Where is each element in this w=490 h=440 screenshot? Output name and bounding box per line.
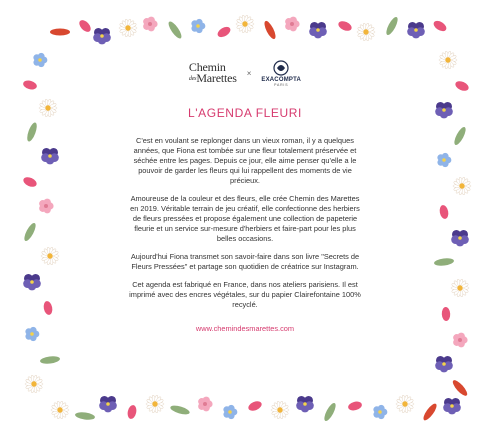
petal-icon xyxy=(22,175,38,188)
logo-separator: × xyxy=(246,68,252,78)
blue-flower-icon xyxy=(25,327,39,341)
daisy-flower-icon xyxy=(25,375,43,393)
leaf-icon xyxy=(421,402,438,422)
petal-icon xyxy=(126,404,137,419)
pansy-flower-icon xyxy=(435,356,453,372)
petal-icon xyxy=(216,25,232,39)
leaf-icon xyxy=(452,126,468,147)
pansy-flower-icon xyxy=(296,396,314,412)
leaf-icon xyxy=(166,20,183,40)
daisy-flower-icon xyxy=(396,395,414,413)
leaf-icon xyxy=(322,402,338,423)
leaf-icon xyxy=(434,257,455,266)
petal-icon xyxy=(337,19,353,32)
pink-flower-icon xyxy=(198,397,212,412)
petal-icon xyxy=(454,79,470,92)
petal-icon xyxy=(43,300,54,315)
petal-icon xyxy=(247,399,263,412)
petal-icon xyxy=(439,204,450,219)
petal-icon xyxy=(77,18,93,34)
daisy-flower-icon xyxy=(146,395,164,413)
daisy-flower-icon xyxy=(357,23,375,41)
petal-icon xyxy=(22,79,38,91)
daisy-flower-icon xyxy=(453,177,471,195)
daisy-flower-icon xyxy=(451,279,469,297)
pink-flower-icon xyxy=(285,17,299,32)
pansy-flower-icon xyxy=(309,22,327,38)
petal-icon xyxy=(441,307,450,321)
leaf-icon xyxy=(25,121,38,142)
leaf-icon xyxy=(50,29,70,36)
blue-flower-icon xyxy=(191,19,205,33)
blue-flower-icon xyxy=(223,405,237,419)
leaf-icon xyxy=(384,16,400,37)
daisy-flower-icon xyxy=(271,401,289,419)
leaf-icon xyxy=(451,378,470,398)
pink-flower-icon xyxy=(453,333,467,348)
daisy-flower-icon xyxy=(236,15,254,33)
blue-flower-icon xyxy=(437,153,451,167)
pansy-flower-icon xyxy=(99,396,117,412)
daisy-flower-icon xyxy=(51,401,69,419)
pansy-flower-icon xyxy=(443,398,461,414)
pansy-flower-icon xyxy=(407,22,425,38)
exacompta-logo: EXACOMPTA PARIS xyxy=(261,60,301,87)
logo-row xyxy=(128,56,362,90)
paragraph-intro: C'est en voulant se replonger dans un vieux roman, il y a quelques années, que Fiona est tombée sur une fleur totalement préservée et séchée entre les pages. Depuis ce jour, elle aime penser qu'elle a le pouvoir de garder les fleurs qui lui rappellent des moments de vie précieux. xyxy=(133,136,357,185)
daisy-flower-icon xyxy=(119,19,137,37)
pink-flower-icon xyxy=(143,17,157,32)
paragraph-book: Aujourd'hui Fiona transmet son savoir-faire dans son livre "Secrets de Fleurs Pressées" et partage son quotidien de créatrice sur Instagram. xyxy=(130,252,360,271)
pink-flower-icon xyxy=(39,199,53,214)
content-area xyxy=(128,56,362,376)
website-link[interactable]: www.chemindesmarettes.com xyxy=(195,324,295,333)
leaf-icon xyxy=(22,222,38,243)
paragraph-creation: Amoureuse de la couleur et des fleurs, elle crée Chemin des Marettes en 2019. Véritable terrain de jeu créatif, elle confectionne des herbiers de fleurs pressées et propose également une collection de papeterie fleurie et un service sur-mesure d'herbiers et faire-part pour les plus belles occasions. xyxy=(130,194,360,243)
daisy-flower-icon xyxy=(439,51,457,69)
pansy-flower-icon xyxy=(435,102,453,118)
leaf-icon xyxy=(40,355,61,364)
chemin-des-marettes-logo: Chemin desMarettes xyxy=(188,59,237,85)
petal-icon xyxy=(432,19,448,34)
petal-icon xyxy=(347,400,363,412)
blue-flower-icon xyxy=(373,405,387,419)
leaf-icon xyxy=(262,20,277,41)
page-title: L'AGENDA FLEURI xyxy=(188,106,302,120)
daisy-flower-icon xyxy=(39,99,57,117)
pansy-flower-icon xyxy=(451,230,469,246)
pansy-flower-icon xyxy=(23,274,41,290)
daisy-flower-icon xyxy=(41,247,59,265)
pansy-flower-icon xyxy=(93,28,111,44)
exacompta-emblem-icon xyxy=(270,60,292,76)
leaf-icon xyxy=(169,404,190,416)
paragraph-fabrication: Cet agenda est fabriqué en France, dans nos ateliers parisiens. Il est imprimé avec des encres végétales, sur du papier Clairefontaine 100% recyclé. xyxy=(129,280,361,309)
blue-flower-icon xyxy=(33,53,47,67)
pansy-flower-icon xyxy=(41,148,59,164)
leaf-icon xyxy=(75,411,96,421)
